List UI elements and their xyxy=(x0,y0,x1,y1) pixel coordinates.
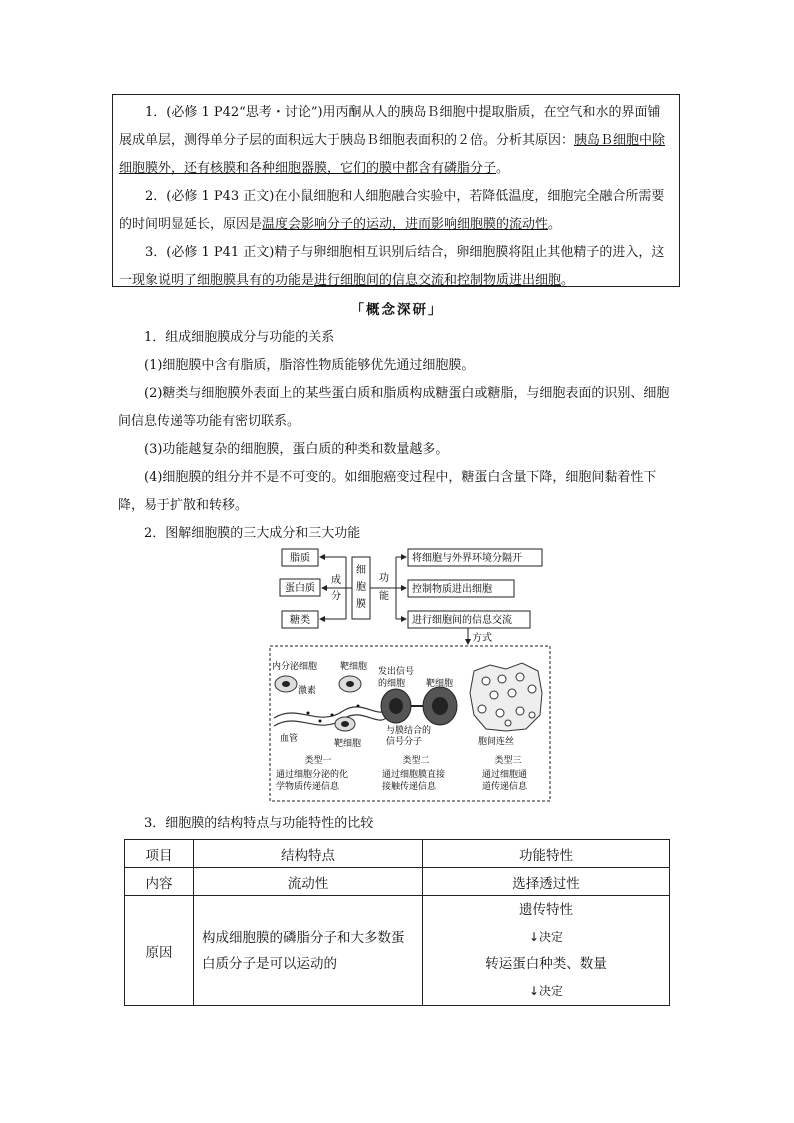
point1-item: (2)糖类与细胞膜外表面上的某些蛋白质和脂质构成糖蛋白或糖脂，与细胞表面的识别、细胞间信息传递等功能有密切联系。 xyxy=(118,386,670,429)
t2-label-1: 发出信号 xyxy=(378,667,415,677)
t2-label-2: 的细胞 xyxy=(378,679,406,689)
t3-name: 类型三 xyxy=(494,756,522,766)
center-3: 膜 xyxy=(356,599,366,610)
point1-item: (3)功能越复杂的细胞膜，蛋白质的种类和数量越多。 xyxy=(144,442,449,457)
component-lipid: 脂质 xyxy=(290,553,310,564)
row1-function: 选择透过性 xyxy=(423,868,670,896)
t1-label-target2: 靶细胞 xyxy=(334,739,362,749)
t3-desc-1: 通过细胞通 xyxy=(482,770,528,780)
header-function: 功能特性 xyxy=(423,840,670,868)
t1-desc-1: 通过细胞分泌的化 xyxy=(276,770,349,780)
answer-3: 进行细胞间的信息交流和控制物质进出细胞 xyxy=(314,273,562,288)
component-protein: 蛋白质 xyxy=(285,583,315,594)
t1-desc-2: 学物质传递信息 xyxy=(276,782,340,792)
row2-structure: 构成细胞膜的磷脂分子和大多数蛋白质分子是可以运动的 xyxy=(194,896,423,1006)
point1-item: (1)细胞膜中含有脂质，脂溶性物质能够优先通过细胞膜。 xyxy=(144,358,475,373)
func-line: ↓决定 xyxy=(528,929,564,944)
t1-label-target: 靶细胞 xyxy=(340,662,368,672)
func-line: 遗传特性 xyxy=(519,901,573,918)
type2-illustration xyxy=(381,687,457,725)
point1-heading: 1．组成细胞膜成分与功能的关系 xyxy=(144,330,335,345)
comp-label-2: 分 xyxy=(331,591,341,602)
table-row xyxy=(125,896,670,1006)
type1-illustration xyxy=(274,676,388,731)
row1-structure: 流动性 xyxy=(194,868,423,896)
t1-name: 类型一 xyxy=(304,756,332,766)
t1-label-vessel: 血管 xyxy=(280,734,299,744)
point3-block xyxy=(118,810,673,838)
answer-2: 温度会影响分子的运动，进而影响细胞膜的流动性 xyxy=(262,217,549,232)
center-2: 胞 xyxy=(356,582,366,593)
answer-1: 胰岛Ｂ细胞中除细胞膜外，还有核膜和各种细胞器膜，它们的膜中都含有磷脂分子 xyxy=(119,133,666,176)
t2-desc-2: 接触传递信息 xyxy=(382,782,437,792)
func-label-2: 能 xyxy=(379,591,389,602)
header-structure: 结构特点 xyxy=(194,840,423,868)
t2-desc-1: 通过细胞膜直接 xyxy=(382,770,446,780)
comparison-table xyxy=(124,839,670,1006)
review-box xyxy=(112,94,680,287)
t1-label-hormone: 激素 xyxy=(298,686,317,696)
row2-function xyxy=(423,896,670,1006)
row2-label: 原因 xyxy=(125,896,194,1006)
row1-label: 内容 xyxy=(125,868,194,896)
func-label-1: 功 xyxy=(379,573,389,584)
review-item-1: 1．(必修 1 P42“思考・讨论”)用丙酮从人的胰岛Ｂ细胞中提取脂质，在空气和水的界面铺展成单层，测得单分子层的面积远大于胰岛Ｂ细胞表面积的２倍。分析其原因：胰岛Ｂ细胞中除细胞膜外，还有核膜和各种细胞器膜，它们的膜中都含有磷脂分子。 xyxy=(119,105,666,176)
function-1: 将细胞与外界环境分隔开 xyxy=(412,553,522,564)
review-item-3: 3．(必修 1 P41 正文)精子与卵细胞相互识别后结合，卵细胞膜将阻止其他精子的进入，这一现象说明了细胞膜具有的功能是进行细胞间的信息交流和控制物质进出细胞。 xyxy=(119,245,665,288)
function-2: 控制物质进出细胞 xyxy=(412,584,492,595)
func-line: ↓决定 xyxy=(528,983,564,998)
point2-heading: 2．图解细胞膜的三大成分和三大功能 xyxy=(144,526,361,541)
component-sugar: 糖类 xyxy=(290,615,310,626)
t3-desc-2: 道传递信息 xyxy=(482,782,528,792)
function-3: 进行细胞间的信息交流 xyxy=(412,615,512,626)
mode-label: 方式 xyxy=(472,633,492,644)
center-1: 细 xyxy=(356,565,366,576)
t2-name: 类型二 xyxy=(402,756,430,766)
t2-label-3: 靶细胞 xyxy=(426,679,454,689)
table-header-row xyxy=(125,840,670,868)
t1-label-endocrine: 内分泌细胞 xyxy=(272,662,318,672)
membrane-diagram xyxy=(268,543,554,805)
t2-label-4: 与膜结合的 xyxy=(386,726,432,736)
type3-illustration xyxy=(470,663,542,731)
review-item-2: 2．(必修 1 P43 正文)在小鼠细胞和人细胞融合实验中，若降低温度，细胞完全融合所需要的时间明显延长，原因是温度会影响分子的运动，进而影响细胞膜的流动性。 xyxy=(119,189,665,232)
point1-item: (4)细胞膜的组分并不是不可变的。如细胞癌变过程中，糖蛋白含量下降，细胞间黏着性下降，易于扩散和转移。 xyxy=(118,470,657,513)
table-row xyxy=(125,868,670,896)
point1-block xyxy=(118,324,673,548)
func-line: 转运蛋白种类、数量 xyxy=(485,955,607,972)
point3-heading: 3．细胞膜的结构特点与功能特性的比较 xyxy=(144,816,374,831)
t3-label-1: 胞间连丝 xyxy=(478,737,515,747)
header-item: 项目 xyxy=(125,840,194,868)
section-title: 「概念深研」 xyxy=(350,302,444,318)
comp-label-1: 成 xyxy=(331,575,341,586)
t2-label-5: 信号分子 xyxy=(386,737,423,747)
